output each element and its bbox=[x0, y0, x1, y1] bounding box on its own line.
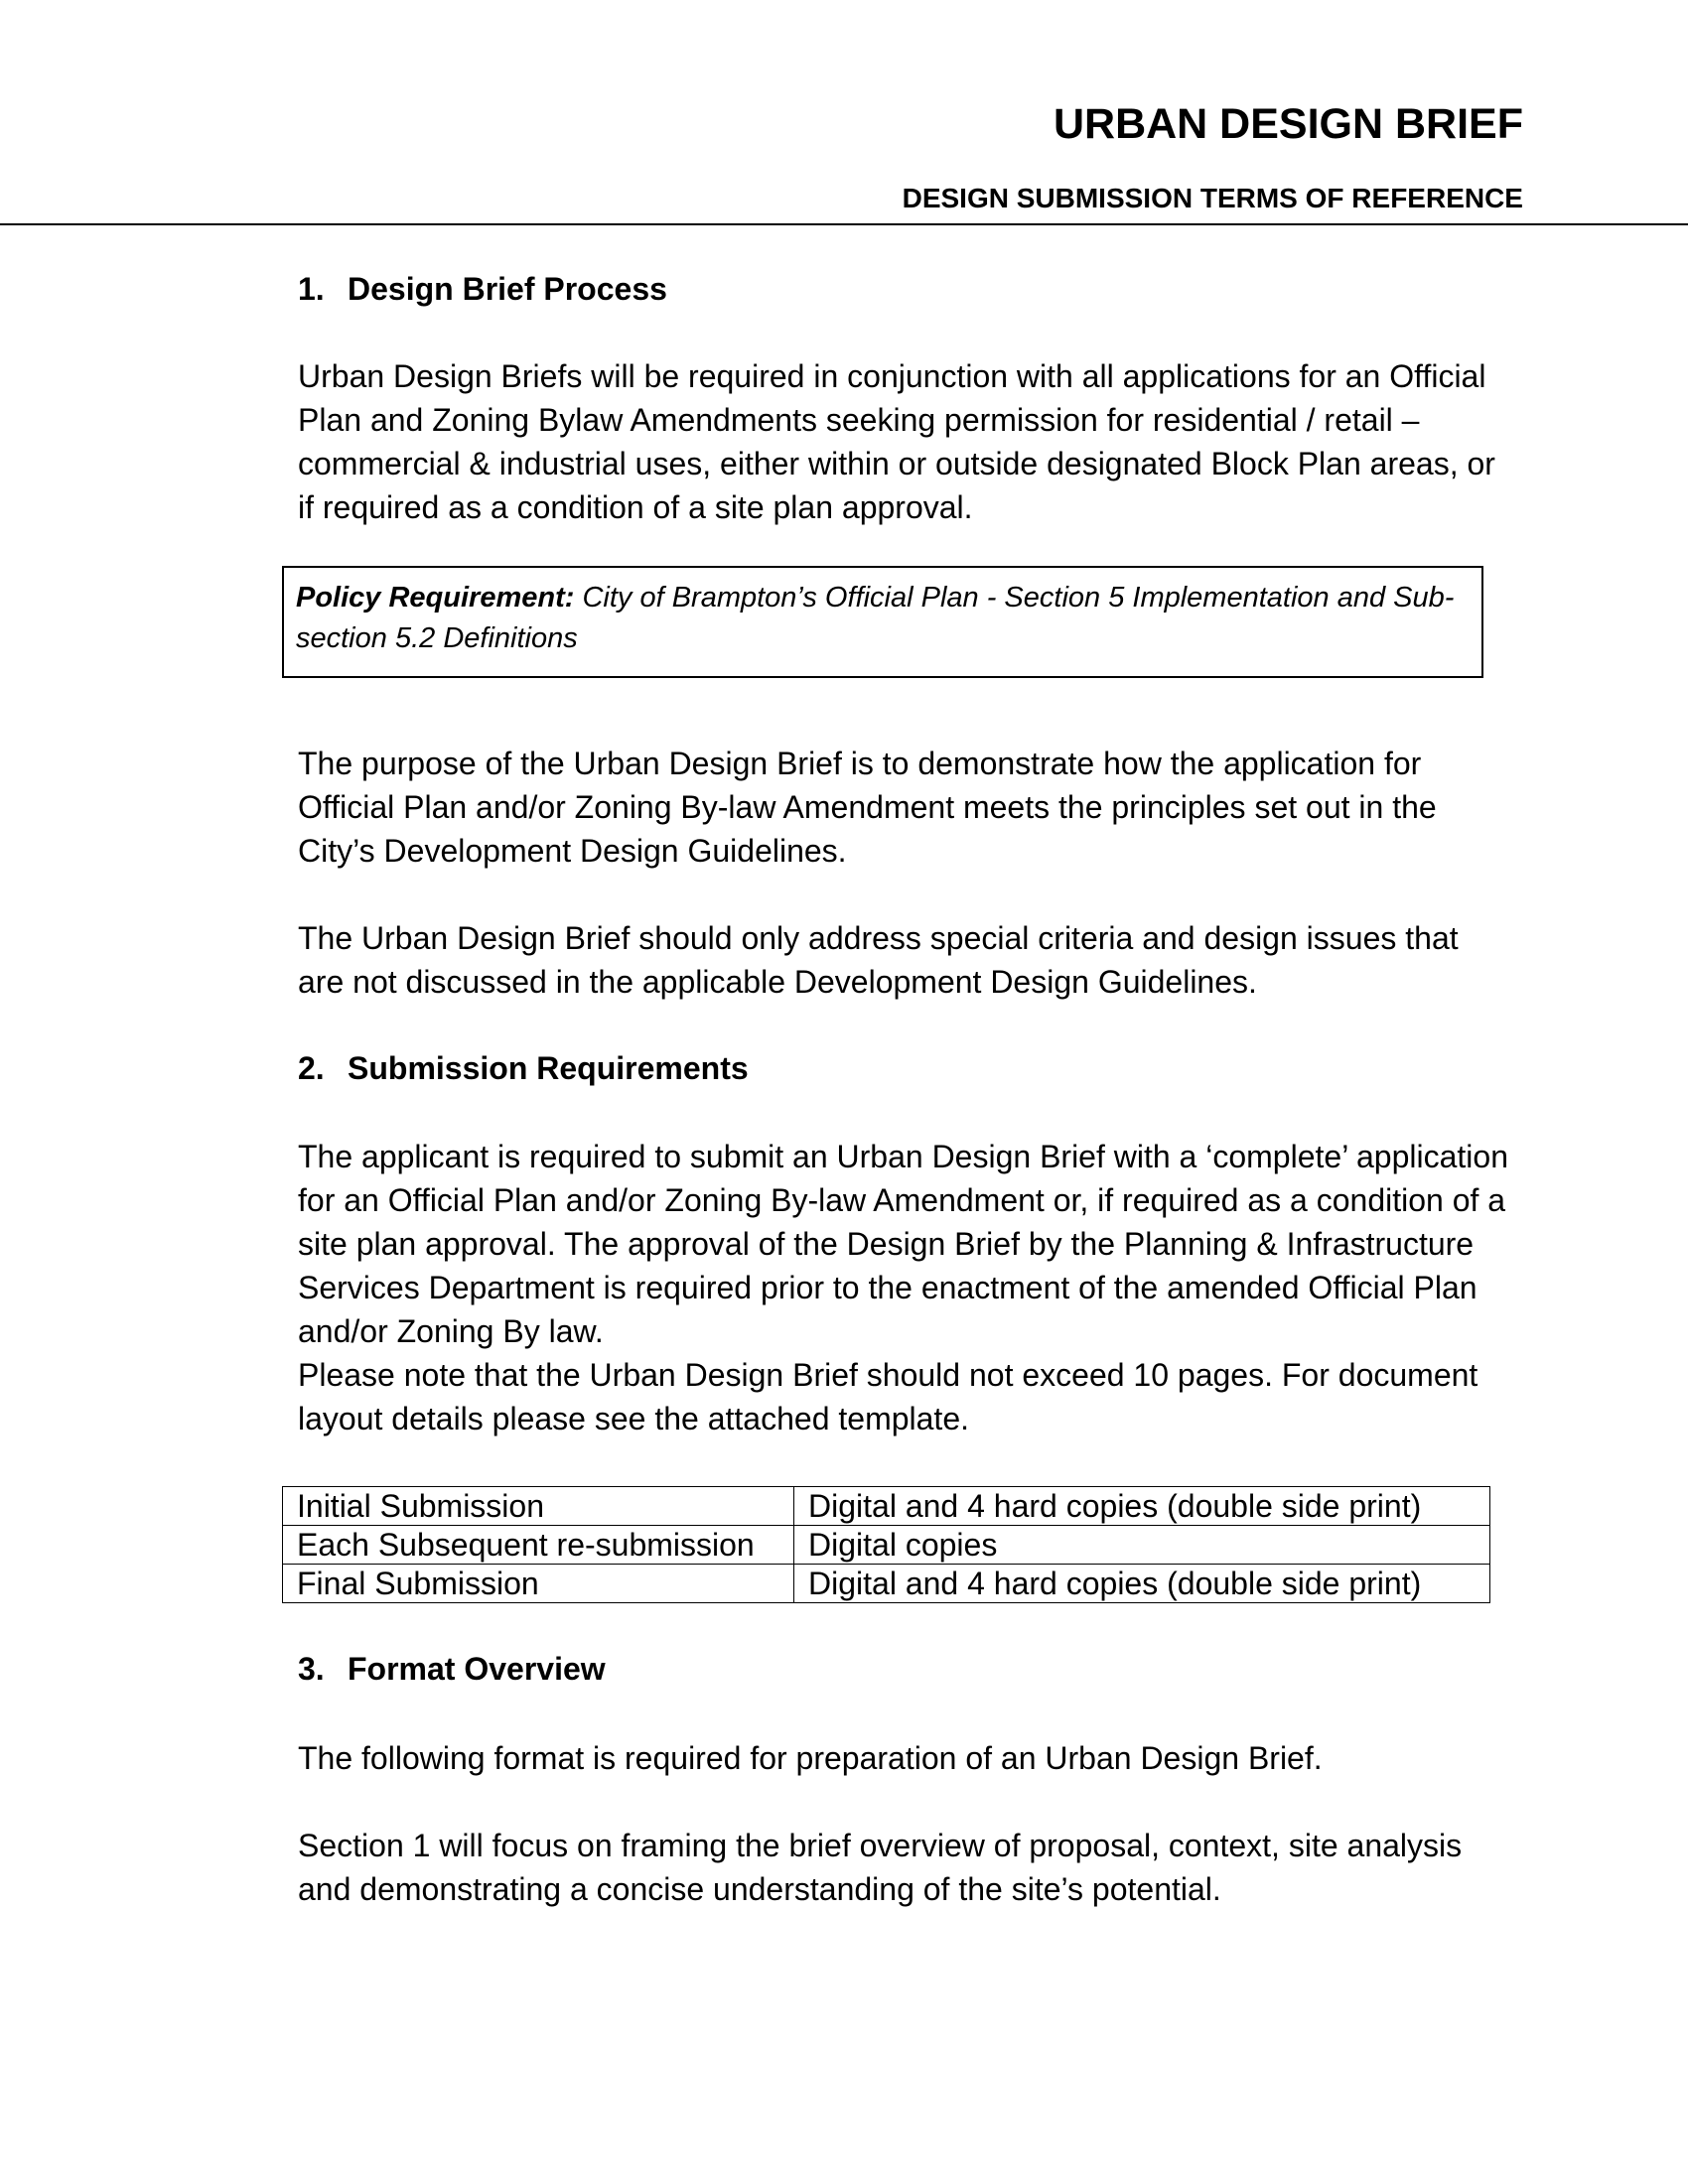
section-2-paragraph-2: Please note that the Urban Design Brief should not exceed 10 pages. For document layout details please see the attached template. bbox=[298, 1357, 1478, 1436]
table-row bbox=[283, 1526, 1490, 1565]
table-cell: Digital copies bbox=[794, 1526, 1490, 1565]
table-cell: Digital and 4 hard copies (double side print) bbox=[794, 1487, 1490, 1526]
header-divider bbox=[0, 223, 1688, 225]
section-1-number: 1. bbox=[298, 271, 325, 307]
section-1-paragraph-2: The purpose of the Urban Design Brief is to demonstrate how the application for Official Plan and/or Zoning By-law Amendment meets the principles set out in the City’s Development Design Guidelines. bbox=[298, 746, 1437, 869]
table-cell: Initial Submission bbox=[283, 1487, 794, 1526]
document-subtitle: DESIGN SUBMISSION TERMS OF REFERENCE bbox=[902, 183, 1523, 213]
section-1-paragraph-3: The Urban Design Brief should only address special criteria and design issues that are not discussed in the applicable Development Design Guidelines. bbox=[298, 920, 1459, 1000]
policy-requirement-text: City of Brampton’s Official Plan - Section 5 Implementation and Sub-section 5.2 Definitions bbox=[296, 582, 1455, 654]
table-cell: Digital and 4 hard copies (double side print) bbox=[794, 1565, 1490, 1603]
section-1-heading bbox=[298, 273, 667, 305]
table-cell: Final Submission bbox=[283, 1565, 794, 1603]
section-2-heading bbox=[298, 1052, 749, 1084]
section-1-title: Design Brief Process bbox=[348, 271, 667, 307]
section-3-title: Format Overview bbox=[348, 1651, 606, 1687]
section-3-number: 3. bbox=[298, 1651, 325, 1687]
submission-table bbox=[282, 1486, 1490, 1603]
section-2-number: 2. bbox=[298, 1050, 325, 1086]
section-3-paragraph-1: The following format is required for preparation of an Urban Design Brief. bbox=[298, 1740, 1323, 1776]
table-row bbox=[283, 1487, 1490, 1526]
section-2-paragraph-1: The applicant is required to submit an Urban Design Brief with a ‘complete’ application for an Official Plan and/or Zoning By-law Amendment or, if required as a condition of a site plan approval. The approval of the Design Brief by the Planning & Infrastructure Services Department is required prior to the enactment of the amended Official Plan and/or Zoning By law. bbox=[298, 1139, 1508, 1349]
document-title: URBAN DESIGN BRIEF bbox=[1053, 100, 1523, 148]
policy-requirement-box bbox=[282, 566, 1483, 678]
section-3-paragraph-2: Section 1 will focus on framing the brief overview of proposal, context, site analysis and demonstrating a concise understanding of the site’s potential. bbox=[298, 1828, 1463, 1907]
policy-requirement-label: Policy Requirement: bbox=[296, 582, 575, 614]
table-cell: Each Subsequent re-submission bbox=[283, 1526, 794, 1565]
table-row bbox=[283, 1565, 1490, 1603]
section-1-paragraph-1: Urban Design Briefs will be required in conjunction with all applications for an Official Plan and Zoning Bylaw Amendments seeking permission for residential / retail – commercial & industrial uses, either within or outside designated Block Plan areas, or if required as a condition of a site plan approval. bbox=[298, 358, 1495, 525]
section-3-heading bbox=[298, 1653, 606, 1685]
section-2-title: Submission Requirements bbox=[348, 1050, 749, 1086]
